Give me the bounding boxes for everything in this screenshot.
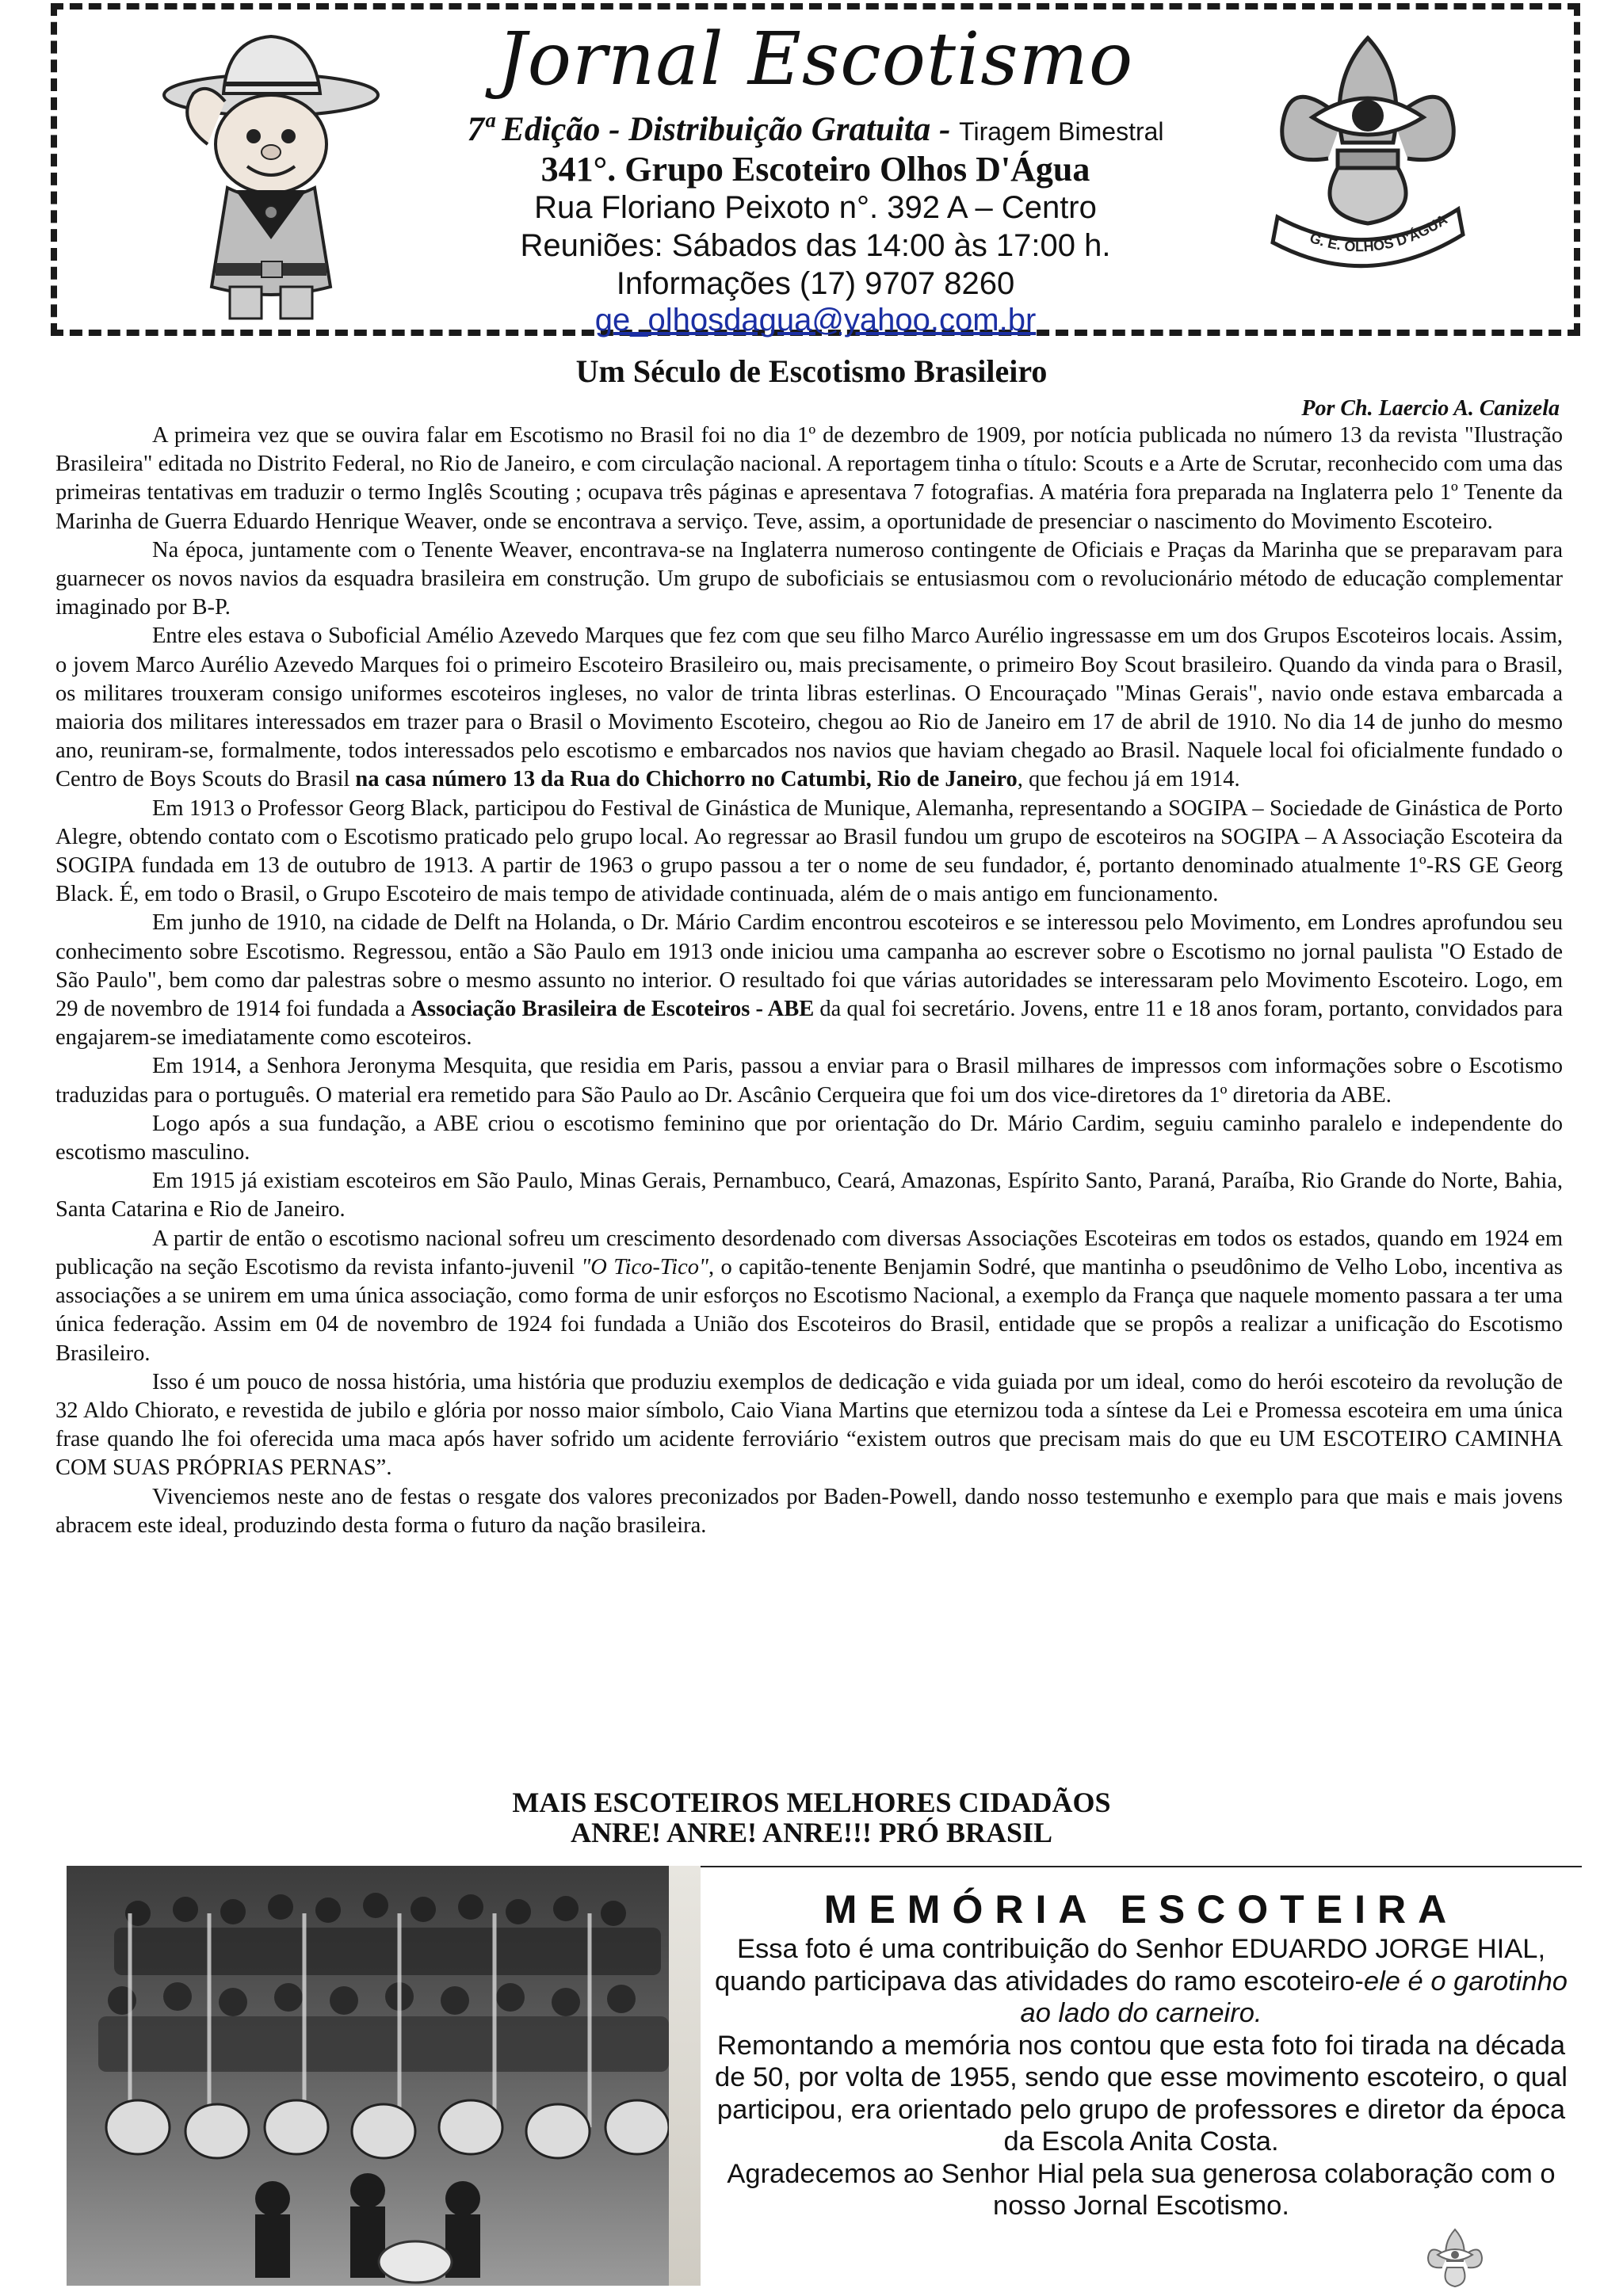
paragraph-text: Em junho de 1910, na cidade de Delft na Holanda, o Dr. Mário Cardim encontrou escoteiros e se interessou pelo Movimento, em Londres aprofundou seu conhecimento sobre Escotismo. Regressou, então a São Paulo em 1913 onde iniciou uma campanha ao escrever sobre o Escotismo no jornal paulista "O Estado de São Paulo", bem como dar palestras sobre o mesmo assunto no interior. O resultado foi que várias autoridades se interessaram pelo Movimento Escoteiro. Logo, em 29 de novembro de 1914 foi fundada a [55,910,1563,1022]
article-paragraph [55,909,1563,1052]
photo-border [669,1866,701,2286]
memory-italic-text: ele é o garotinho ao lado do carneiro. [1020,1966,1568,2028]
article-paragraph [55,1225,1563,1368]
edition-label: 7ª Edição - Distribuição Gratuita - [467,111,951,148]
article-body [55,421,1563,1540]
paragraph-text: , que fechou já em 1914. [1017,767,1240,792]
paragraph-text: Entre eles estava o Suboficial Amélio Azevedo Marques que fez com que seu filho Marco Aurélio ingressasse em um dos Grupos Escoteiros locais. Assim, o jovem Marco Aurélio Azevedo Marques foi o primeiro Escoteiro Brasileiro ou, mais precisamente, o primeiro Boy Scout brasileiro. Quando da vinda para o Brasil, os militares trouxeram consigo uniformes escoteiros ingleses, no valor de trinta libras esterlinas. O Encouraçado "Minas Gerais", navio onde estava embarcada a maioria dos militares interessados em trazer para o Brasil o Movimento Escoteiro, chegou ao Rio de Janeiro em 17 de abril de 1910. No dia 14 de junho do mesmo ano, reuniram-se, formalmente, todos interessados pelo escotismo e embarcados nos navios que haviam chegado ao Brasil. Naquele local foi oficialmente fundado o Centro de Boys Scouts do Brasil [55,624,1563,792]
article-paragraph: Vivenciemos neste ano de festas o resgate dos valores preconizados por Baden-Powell, dando nosso testemunho e exemplo para que mais e mais jovens abracem este ideal, produzindo desta forma o futuro da nação brasileira. [55,1484,1563,1538]
article-paragraph: Na época, juntamente com o Tenente Weaver, encontrava-se na Inglaterra numeroso contingente de Oficiais e Praças da Marinha que se preparavam para guarnecer os novos navios da esquadra brasileira em construção. Um grupo de suboficiais se entusiasmou com o revolucionário método de educação complementar imaginado por B-P. [55,537,1563,620]
paragraph-bold-text: na casa número 13 da Rua do Chichorro no Catumbi, Rio de Janeiro [355,767,1018,792]
phone-line: Informações (17) 9707 8260 [616,266,1015,301]
meetings-line: Reuniões: Sábados das 14:00 às 17:00 h. [520,228,1111,263]
article-paragraph: Isso é um pouco de nossa história, uma história que produziu exemplos de dedicação e vida guiada por um ideal, como do herói escoteiro da revolução de 32 Aldo Chiorato, e revestida de jubilo e glória por nosso maior símbolo, Caio Viana Martins que eternizou toda a síntese da Lei e Promessa escoteira em uma única frase quando lhe foi oferecida uma maca após haver sofrido um acidente ferroviário “existem outros que precisam mais do que eu UM ESCOTEIRO CAMINHA COM SUAS PRÓPRIAS PERNAS”. [55,1369,1563,1481]
article-byline: Por Ch. Laercio A. Canizela [1301,396,1560,421]
circulation-label: Tiragem Bimestral [959,117,1164,146]
newspaper-title: Jornal Escotismo [497,17,1134,101]
fleur-de-lis-icon [1423,2226,1487,2294]
masthead [51,3,1580,336]
motto-line: MAIS ESCOTEIROS MELHORES CIDADÃOS [512,1787,1111,1818]
fleur-de-lis-emblem-icon [1265,24,1471,285]
article-paragraph: Em 1914, a Senhora Jeronyma Mesquita, que residia em Paris, passou a enviar para o Brasil milhares de impressos com informações sobre o Escotismo traduzidas para o português. O material era remetido para São Paulo ao Dr. Ascânio Cerqueira que foi um dos vice-diretores da 1º diretoria da ABE. [55,1054,1563,1108]
memory-section-title: MEMÓRIA ESCOTEIRA [823,1887,1459,1932]
motto-block [0,1787,1623,1848]
address-line: Rua Floriano Peixoto n°. 392 A – Centro [534,190,1097,225]
memory-section-body [705,1933,1577,2222]
paragraph-text: , o capitão-tenente Benjamin Sodré, que mantinha o pseudônimo de Velho Lobo, incentiva as associações a se unirem em uma única associação, como forma de unir esforços no Escotismo Nacional, a exemplo da França que naquele momento passara a ter uma única federação. Assim em 04 de novembro de 1924 foi fundada a União dos Escoteiros do Brasil, entidade que se propôs a realizar a unificação do Escotismo Brasileiro. [55,1254,1564,1366]
section-divider [701,1866,1582,1867]
scout-group-photo [67,1866,701,2286]
paragraph-italic-text: "O Tico-Tico" [581,1254,708,1280]
paragraph-text: A partir de então o escotismo nacional sofreu um crescimento desordenado com diversas Associações Escoteiras em todos os estados, quando em 1924 em publicação na seção Escotismo da revista infanto-juvenil [55,1226,1563,1280]
paragraph-bold-text: Associação Brasileira de Escoteiros - ABE [411,997,815,1022]
article-paragraph [55,622,1563,794]
photo-silhouettes [67,1866,701,2286]
article-paragraph: Em 1913 o Professor Georg Black, participou do Festival de Ginástica de Munique, Alemanha, representando a SOGIPA – Sociedade de Ginástica de Porto Alegre, obtendo contato com o Escotismo praticado pelo grupo local. Ao regressar ao Brasil fundou um grupo de escoteiros na SOGIPA – A Associação Escoteira da SOGIPA fundada em 13 de outubro de 1913. A partir de 1963 o grupo passou a ter o nome de seu fundador, é, portanto denominado atualmente 1º-RS GE Georg Black. É, em todo o Brasil, o Grupo Escoteiro de mais tempo de atividade continuada, além de o mais antigo em funcionamento. [55,795,1563,907]
article-title: Um Século de Escotismo Brasileiro [575,353,1048,389]
memory-paragraph: Remontando a memória nos contou que esta foto foi tirada na década de 50, por volta de 1955, sendo que esse movimento escoteiro, o qual participou, era orientado pelo grupo de professores e diretor da época da Escola Anita Costa. [715,2030,1568,2157]
memory-text: Essa foto é uma contribuição do Senhor EDUARDO JORGE HIAL, quando participava das atividades do ramo escoteiro- [715,1934,1546,1997]
article-paragraph: A primeira vez que se ouvira falar em Escotismo no Brasil foi no dia 1º de dezembro de 1909, por notícia publicada no número 13 da revista "Ilustração Brasileira" editada no Distrito Federal, no Rio de Janeiro, e com circulação nacional. A reportagem tinha o título: Scouts e a Arte de Scrutar, reconhecido com uma das primeiras tentativas em traduzir o termo Inglês Scouting ; ocupava três páginas e apresentava 7 fotografias. A matéria fora preparada na Inglaterra pelo 1º Tenente da Marinha de Guerra Eduardo Henrique Weaver, onde se encontrava a serviço. Teve, assim, a oportunidade de presenciar o nascimento do Movimento Escoteiro. [55,423,1563,534]
memory-paragraph [705,1933,1577,2030]
article-paragraph: Em 1915 já existiam escoteiros em São Paulo, Minas Gerais, Pernambuco, Ceará, Amazonas, Espírito Santo, Paraná, Paraíba, Rio Grande do Norte, Bahia, Santa Catarina e Rio de Janeiro. [55,1169,1563,1222]
email-link[interactable]: ge_olhosdagua@yahoo.com.br [594,303,1037,338]
article-paragraph: Logo após a sua fundação, a ABE criou o escotismo feminino que por orientação do Dr. Mário Cardim, seguiu caminho paralelo e independente do escotismo masculino. [55,1111,1563,1165]
emblem-banner-text: G. E. OLHOS D'ÁGUA [1308,211,1450,255]
group-name: 341°. Grupo Escoteiro Olhos D'Água [540,150,1090,189]
paragraph-text: da qual foi secretário. Jovens, entre 11 e 18 anos foram, portanto, convidados para engajarem-se imediatamente como escoteiros. [55,997,1563,1051]
motto-line: ANRE! ANRE! ANRE!!! PRÓ BRASIL [570,1817,1053,1848]
memory-paragraph: Agradecemos ao Senhor Hial pela sua generosa colaboração com o nosso Jornal Escotismo. [727,2158,1556,2221]
